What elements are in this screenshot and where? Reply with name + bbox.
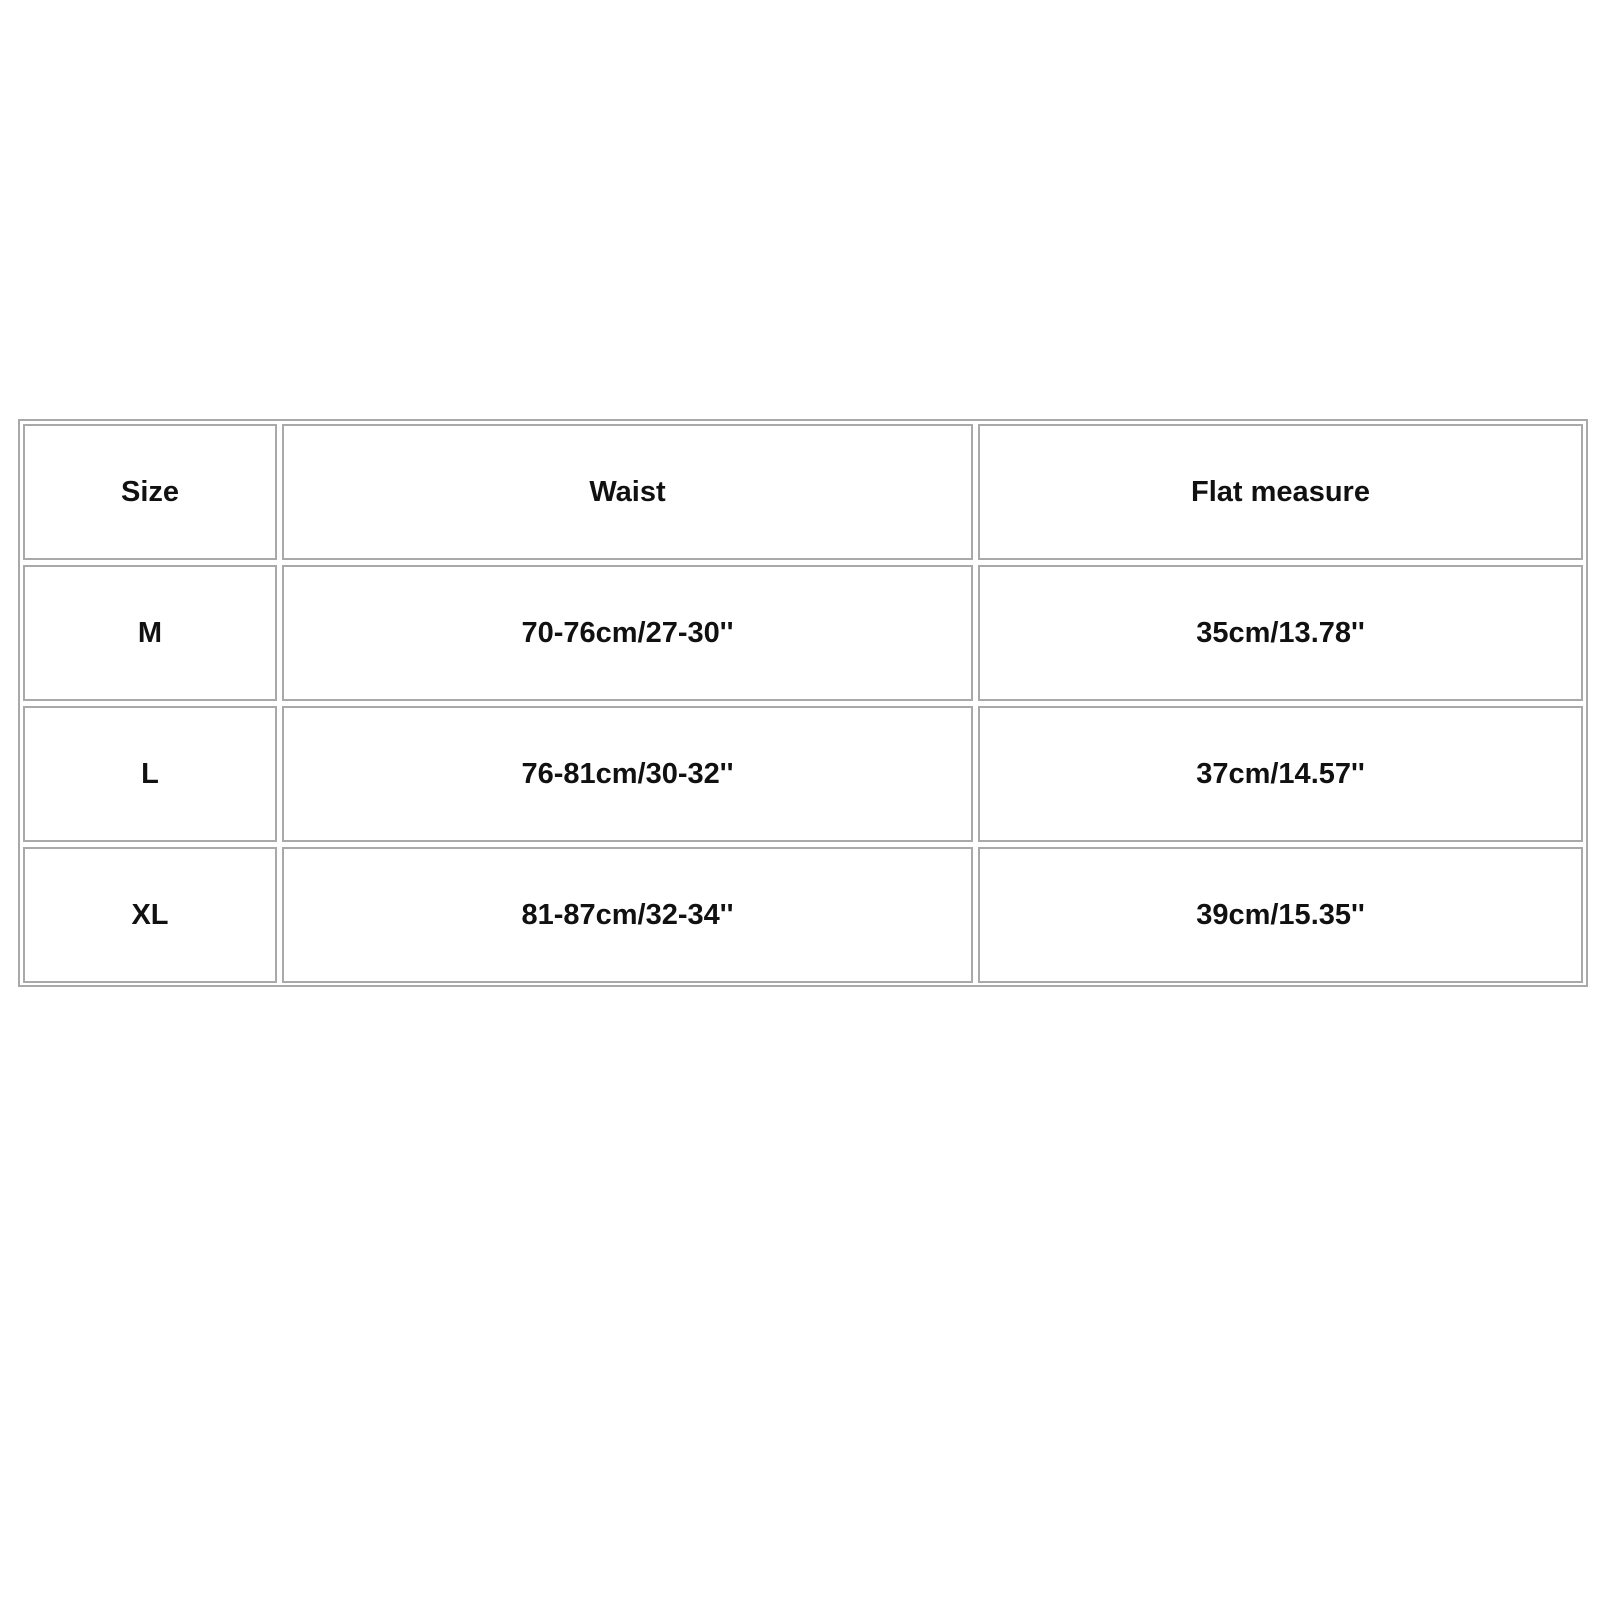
header-cell-waist: Waist (282, 424, 973, 560)
table-row (23, 847, 1583, 983)
header-cell-size: Size (23, 424, 277, 560)
flat-measure-cell: 39cm/15.35'' (978, 847, 1583, 983)
header-row (23, 424, 1583, 560)
size-cell: XL (23, 847, 277, 983)
flat-measure-cell: 35cm/13.78'' (978, 565, 1583, 701)
waist-cell: 81-87cm/32-34'' (282, 847, 973, 983)
size-cell: L (23, 706, 277, 842)
header-cell-flat-measure: Flat measure (978, 424, 1583, 560)
waist-cell: 76-81cm/30-32'' (282, 706, 973, 842)
waist-cell: 70-76cm/27-30'' (282, 565, 973, 701)
size-chart-table (18, 419, 1588, 988)
size-chart (18, 419, 1588, 987)
flat-measure-cell: 37cm/14.57'' (978, 706, 1583, 842)
table-row (23, 565, 1583, 701)
size-cell: M (23, 565, 277, 701)
table-row (23, 706, 1583, 842)
